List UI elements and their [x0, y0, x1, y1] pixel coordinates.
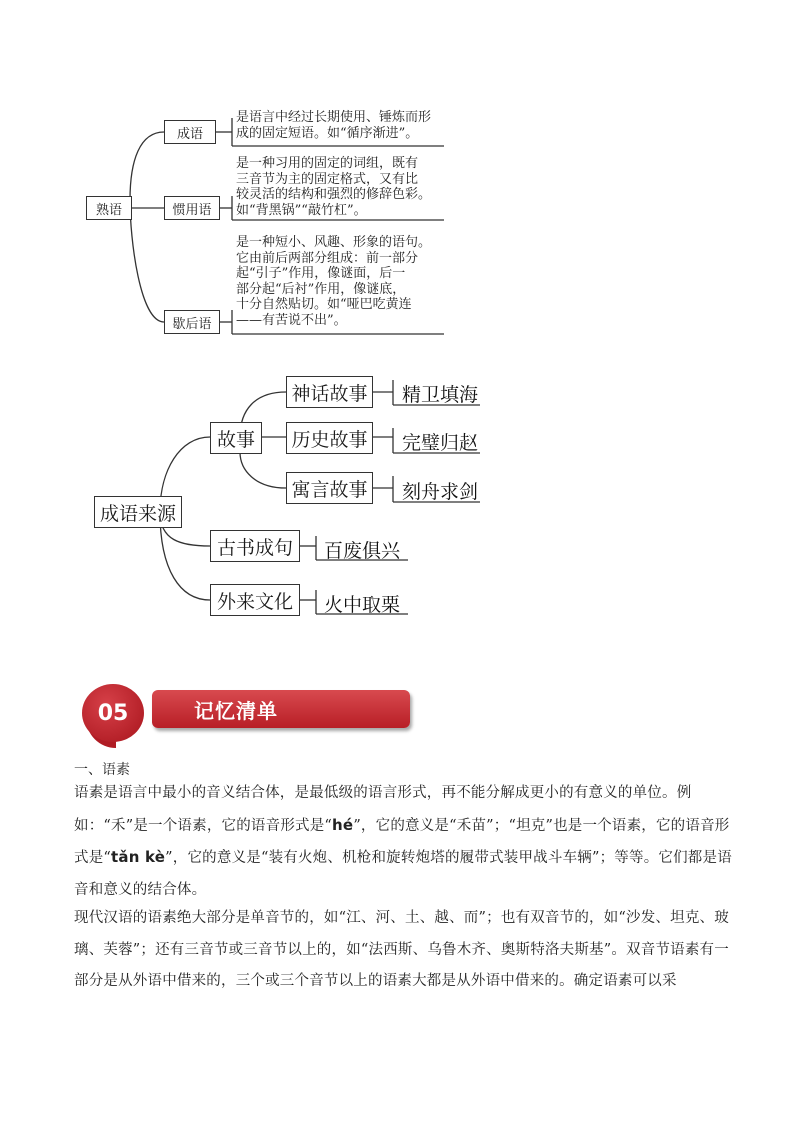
- paragraph-2: 现代汉语的语素绝大部分是单音节的，如“江、河、土、越、而”；也有双音节的，如“沙发、坦克、玻璃、芙蓉”；还有三音节或三音节以上的，如“法西斯、乌鲁木齐、奥斯特洛夫斯基”。双音节语素有一部分是从外语中借来的，三个或三个音节以上的语素大都是从外语中借来的。确定语素可以采: [74, 910, 729, 990]
- diagram1-definition-chengyu: 是语言中经过长期使用、锤炼而形 成的固定短语。如“循序渐进”。: [236, 110, 432, 141]
- diagram1-definition-xiehouyu: 是一种短小、风趣、形象的语句。 它由前后两部分组成：前一部分 起“引子”作用，像谜面，后一 部分起“后衬”作用，像谜底， 十分自然贴切。如“哑巴吃黄连 ——有苦说不出”。: [236, 235, 432, 328]
- diagram1-node-chengyu: 成语: [164, 120, 216, 144]
- diagram1-node-guanyongyu: 惯用语: [164, 196, 220, 220]
- diagram2-example-ancient-books: 百废俱兴: [324, 540, 401, 562]
- diagram2-example-myth: 精卫填海: [402, 384, 479, 406]
- diagram2-node-fable: 寓言故事: [286, 472, 373, 504]
- section-heading: 一、语素: [74, 762, 130, 778]
- diagram2-node-foreign-culture: 外来文化: [210, 584, 300, 616]
- diagram2-node-ancient-books: 古书成句: [210, 530, 300, 562]
- pinyin-tanke: tǎn kè: [111, 848, 166, 867]
- pinyin-he: hé: [332, 815, 354, 834]
- diagram2-node-history: 历史故事: [286, 422, 373, 454]
- paragraph-1-part-a: 语素是语言中最小的音义结合体，是最低级的语言形式，再不能分解成更小的有意义的单位。例如：“禾”是一个语素，它的语音形式是“: [74, 785, 692, 834]
- diagram2-example-foreign-culture: 火中取栗: [324, 594, 401, 616]
- diagram1-node-xiehouyu: 歇后语: [164, 310, 220, 334]
- diagram2-node-story: 故事: [210, 422, 262, 454]
- diagram2-root-node: 成语来源: [94, 496, 182, 528]
- diagram1-definition-guanyongyu: 是一种习用的固定的词组，既有 三音节为主的固定格式，又有比 较灵活的结构和强烈的修辞色彩。 如“背黑锅”“敲竹杠”。: [236, 156, 432, 218]
- diagram2-example-history: 完璧归赵: [402, 432, 479, 454]
- paragraph-1: [74, 778, 738, 906]
- paragraph-1-part-b: ”，它的意义是“禾苗”；“坦克”也是一个语素，它的语音形式是“: [74, 817, 730, 867]
- paragraph-1-part-c: ”，它的意义是“装有火炮、机枪和旋转炮塔的履带式装甲战斗车辆”；等等。它们都是语音和意义的结合体。: [74, 850, 732, 898]
- diagram1-root-node: 熟语: [86, 196, 132, 220]
- banner-title: 记忆清单: [152, 690, 410, 728]
- banner-number-badge: 05: [82, 684, 144, 742]
- diagram2-example-fable: 刻舟求剑: [402, 481, 479, 503]
- diagram2-node-myth: 神话故事: [286, 376, 373, 408]
